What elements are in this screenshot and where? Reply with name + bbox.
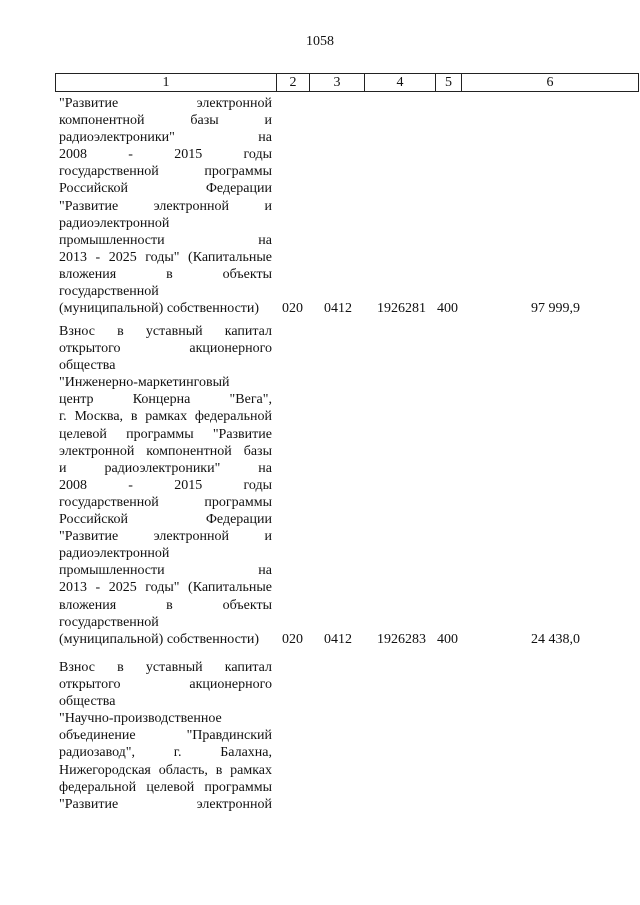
desc-line: открытого акционерного [59,677,272,693]
desc-line: 2008 - 2015 годы [59,147,272,163]
desc-line: "Развитие электронной и [59,529,272,545]
target-code: 1926281 [377,301,426,316]
desc-line: электронной компонентной базы [59,443,272,459]
desc-line: объединение "Правдинский [59,728,272,744]
header-col-5: 5 [436,74,462,91]
section-code: 0412 [324,632,352,647]
desc-line: компонентной базы и [59,113,272,129]
header-col-3: 3 [310,74,365,91]
desc-line: центр Концерна "Вега", [59,392,272,408]
desc-line: Взнос в уставный капитал [59,324,272,339]
header-col-1: 1 [56,74,277,91]
desc-line: вложения в объекты [59,597,272,613]
desc-line: (муниципальной) собственности) [59,301,260,317]
desc-line: Нижегородская область, в рамках [59,762,272,778]
desc-line: "Инженерно-маркетинговый [59,375,230,391]
desc-line: 2013 - 2025 годы" (Капитальные [59,580,272,596]
desc-line: открытого акционерного [59,341,272,357]
ministry-code: 020 [282,301,303,316]
row-description [59,323,272,648]
expense-code: 400 [437,632,458,647]
desc-line: "Развитие электронной [59,96,272,111]
ministry-code: 020 [282,632,303,647]
desc-line: и радиоэлектроники" на [59,460,272,476]
desc-line: государственной [59,614,159,630]
desc-line: 2013 - 2025 годы" (Капитальные [59,249,272,265]
desc-line: целевой программы "Развитие [59,426,272,442]
amount-value: 97 999,9 [531,301,580,316]
section-code: 0412 [324,301,352,316]
target-code: 1926283 [377,632,426,647]
desc-line: промышленности на [59,563,272,579]
header-col-2: 2 [277,74,310,91]
desc-line: государственной программы [59,164,272,180]
desc-line: радиоэлектронной [59,215,170,231]
desc-line: Российской Федерации [59,181,272,197]
header-col-4: 4 [365,74,436,91]
desc-line: общества [59,694,116,710]
desc-line: 2008 - 2015 годы [59,477,272,493]
desc-line: радиоэлектроники" на [59,130,272,146]
desc-line: "Развитие электронной и [59,198,272,214]
desc-line: радиоэлектронной [59,546,170,562]
desc-line: промышленности на [59,232,272,248]
desc-line: г. Москва, в рамках федеральной [59,409,272,425]
desc-line: "Научно-производственное [59,711,222,727]
amount-value: 24 438,0 [531,632,580,647]
desc-line: государственной программы [59,494,272,510]
desc-line: государственной [59,284,159,300]
desc-line: радиозавод", г. Балахна, [59,745,272,761]
desc-line: (муниципальной) собственности) [59,631,260,647]
row-description [59,95,272,317]
table-header [55,73,639,92]
desc-line: вложения в объекты [59,266,272,282]
header-col-6: 6 [546,75,554,90]
row-description [59,659,272,813]
desc-line: Российской Федерации [59,512,272,528]
expense-code: 400 [437,301,458,316]
desc-line: общества [59,358,116,374]
desc-line: Взнос в уставный капитал [59,660,272,675]
desc-line: "Развитие электронной [59,796,272,812]
desc-line: федеральной целевой программы [59,779,272,795]
page-number: 1058 [306,34,334,49]
